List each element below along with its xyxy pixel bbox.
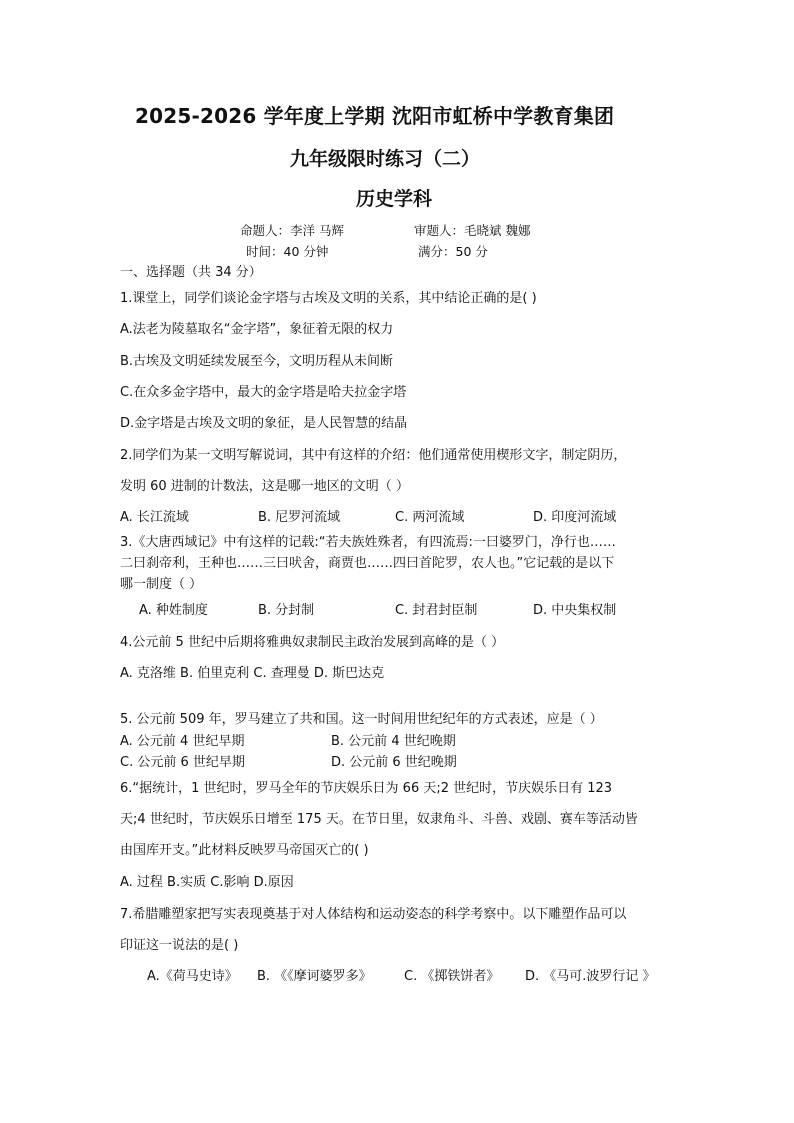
question-6-stem-line3: 由国库开支。”此材料反映罗马帝国灭亡的( )	[120, 843, 369, 858]
exam-title: 2025-2026 学年度上学期 沈阳市虹桥中学教育集团	[135, 104, 615, 128]
question-3-option-d: D. 中央集权制	[533, 603, 617, 618]
question-2-option-c: C. 两河流域	[395, 510, 465, 525]
question-1-option-a: A.法老为陵墓取名“金字塔”，象征着无限的权力	[120, 322, 394, 337]
question-7-stem-line2: 印证这一说法的是( )	[120, 938, 239, 953]
question-5-options-row1	[120, 735, 620, 751]
question-6-stem-line1: 6.“据统计，1 世纪时，罗马全年的节庆娱乐日为 66 天;2 世纪时，节庆娱乐日有 123	[120, 781, 613, 796]
question-1-option-c: C.在众多金字塔中，最大的金字塔是哈夫拉金字塔	[120, 385, 407, 400]
question-3-stem-line1: 3.《大唐西域记》中有这样的记载:“若夫族姓殊者，有四流焉:一曰婆罗门，净行也……	[120, 535, 616, 550]
question-1-stem: 1.课堂上，同学们谈论金字塔与古埃及文明的关系，其中结论正确的是( )	[120, 291, 537, 306]
question-3-option-b: B. 分封制	[258, 603, 315, 618]
question-7-option-d: D. 《马可.波罗行记 》	[525, 969, 656, 984]
question-3-option-a: A. 种姓制度	[139, 603, 208, 618]
exam-subtitle: 九年级限时练习（二）	[290, 148, 481, 170]
question-7-stem-line1: 7.希腊雕塑家把写实表现奠基于对人体结构和运动姿态的科学考察中。以下雕塑作品可以	[120, 907, 627, 922]
question-7-option-c: C. 《掷铁饼者》	[404, 969, 500, 984]
reviewers: 审题人：毛晓斌 魏娜	[414, 223, 531, 238]
question-7-options	[147, 970, 687, 986]
question-2-stem-line2: 发明 60 进制的计数法，这是哪一地区的文明（ ）	[120, 479, 409, 494]
question-5-option-d: D. 公元前 6 世纪晚期	[331, 755, 457, 770]
question-5-option-a: A. 公元前 4 世纪早期	[120, 734, 245, 749]
question-6-options: A. 过程 B.实质 C.影响 D.原因	[120, 875, 294, 890]
question-1-option-b: B.古埃及文明延续发展至今，文明历程从未间断	[120, 354, 394, 369]
question-3-option-c: C. 封君封臣制	[395, 603, 478, 618]
full-score: 满分：50 分	[418, 244, 488, 259]
question-2-option-b: B. 尼罗河流域	[258, 510, 341, 525]
question-6-stem-line2: 天;4 世纪时，节庆娱乐日增至 175 天。在节日里，奴隶角斗、斗兽、戏剧、赛车等活动皆	[120, 812, 638, 827]
question-3-options	[139, 604, 679, 620]
question-5-option-b: B. 公元前 4 世纪晚期	[331, 734, 456, 749]
question-5-options-row2	[120, 756, 620, 772]
question-7-option-b: B. 《《摩诃婆罗多》	[257, 969, 372, 984]
question-1-option-d: D.金字塔是古埃及文明的象征，是人民智慧的结晶	[120, 416, 408, 431]
question-2-options	[120, 511, 680, 527]
question-2-option-d: D. 印度河流域	[533, 510, 617, 525]
question-2-option-a: A. 长江流域	[120, 510, 189, 525]
question-4-stem: 4.公元前 5 世纪中后期将雅典奴隶制民主政治发展到高峰的是（ ）	[120, 635, 505, 650]
question-7-option-a: A.《荷马史诗》	[147, 969, 238, 984]
question-3-stem-line3: 哪一制度（ ）	[120, 577, 203, 592]
question-5-option-c: C. 公元前 6 世纪早期	[120, 755, 245, 770]
question-4-options: A. 克洛维 B. 伯里克利 C. 查理曼 D. 斯巴达克	[120, 666, 385, 681]
section-heading: 一、选择题（共 34 分）	[120, 265, 262, 280]
question-2-stem-line1: 2.同学们为某一文明写解说词，其中有这样的介绍：他们通常使用楔形文字，制定阴历，	[120, 448, 627, 463]
subject-title: 历史学科	[356, 188, 433, 210]
authors: 命题人：李洋 马辉	[240, 223, 344, 238]
question-5-stem: 5. 公元前 509 年，罗马建立了共和国。这一时间用世纪纪年的方式表述，应是（ ）	[120, 712, 603, 727]
time-limit: 时间：40 分钟	[246, 244, 329, 259]
question-3-stem-line2: 二曰刹帝利，王种也……三曰吠舍，商贾也……四曰首陀罗，农人也。”它记载的是以下	[120, 556, 615, 571]
